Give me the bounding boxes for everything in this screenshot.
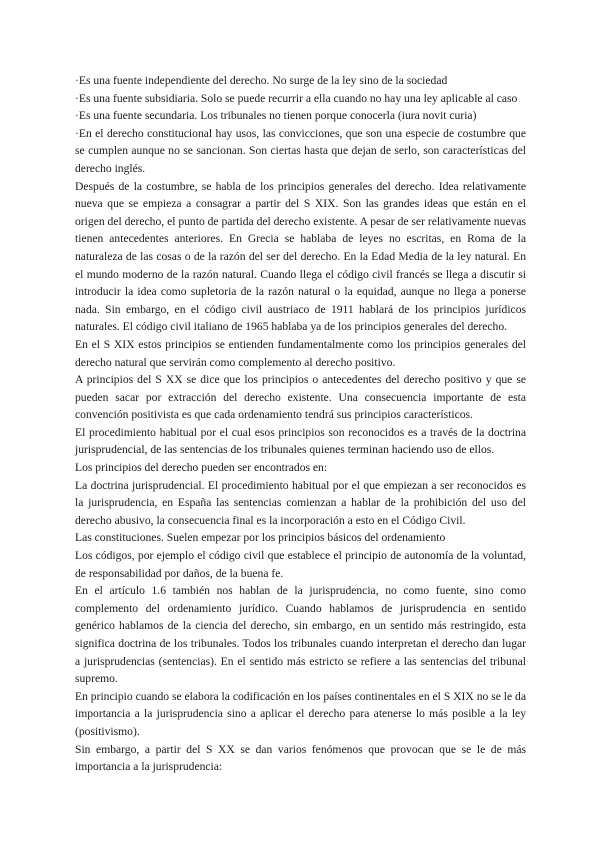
body-paragraph-encontrados: Los principios del derecho pueden ser encontrados en: xyxy=(75,461,328,475)
bullet-paragraph-4: ·En el derecho constitucional hay usos, las convicciones, que son una especie de costumbre que se cumplen aunque no se sancionan. Son ciertas hasta que dejan de serlo, son características del derecho inglés. xyxy=(75,126,526,175)
body-paragraph-siglo-xx: A principios del S XX se dice que los principios o antecedentes del derecho positivo y que se pueden sacar por extracción del derecho existente. Una consecuencia importante de esta convención positivista es que cada ordenamiento tendrá sus principios característicos. xyxy=(75,373,526,422)
body-paragraph-codificacion: En principio cuando se elabora la codificación en los países continentales en el S XIX no se le da importancia a la jurisprudencia sino a aplicar el derecho para atenerse lo más posible a la ley (positivismo). xyxy=(75,689,526,738)
body-paragraph-constituciones: Las constituciones. Suelen empezar por los principios básicos del ordenamiento xyxy=(75,531,446,545)
body-paragraph-principios-generales: Después de la costumbre, se habla de los principios generales del derecho. Idea relativamente nueva que se empieza a consagrar a partir del S XIX. Son las grandes ideas que están en el origen del derecho, el punto de partida del derecho existente. A pesar de ser relativamente nuevas tienen antecedentes anteriores. En Grecia se hablaba de leyes no escritas, en Roma de la naturaleza de las cosas o de la razón del ser del derecho. En la Edad Media de la ley natural. En el mundo moderno de la razón natural. Cuando llega el código civil francés se llega a discutir si introducir la idea como supletoria de la razón natural o la equidad, aunque no llega a ponerse nada. Sin embargo, en el código civil austriaco de 1911 hablará de los principios jurídicos naturales. El código civil italiano de 1965 hablaba ya de los principios generales del derecho. xyxy=(75,179,527,334)
body-paragraph-sin-embargo: Sin embargo, a partir del S XX se dan varios fenómenos que provocan que se le de más importancia a la jurisprudencia: xyxy=(75,742,526,774)
bullet-paragraph-3: ·Es una fuente secundaria. Los tribunales no tienen porque conocerla (iura novit curia) xyxy=(75,109,477,123)
bullet-paragraph-2: ·Es una fuente subsidiaria. Solo se puede recurrir a ella cuando no hay una ley aplicable al caso xyxy=(75,91,518,105)
document-body xyxy=(75,72,526,776)
body-paragraph-procedimiento: El procedimiento habitual por el cual esos principios son reconocidos es a través de la doctrina jurisprudencial, de las sentencias de los tribunales quienes terminan haciendo uso de ellos. xyxy=(75,425,526,457)
body-paragraph-doctrina: La doctrina jurisprudencial. El procedimiento habitual por el que empiezan a ser reconocidos es la jurisprudencia, en España las sentencias comienzan a hablar de la prohibición del uso del derecho abusivo, la consecuencia final es la incorporación a esto en el Código Civil. xyxy=(75,478,526,527)
bullet-paragraph-1: ·Es una fuente independiente del derecho. No surge de la ley sino de la sociedad xyxy=(75,74,448,87)
body-paragraph-articulo: En el artículo 1.6 también nos hablan de la jurisprudencia, no como fuente, sino como complemento del ordenamiento jurídico. Cuando hablamos de jurisprudencia en sentido genérico hablamos de la ciencia del derecho, sin embargo, en un sentido más restringido, esta significa doctrina de los tribunales. Todos los tribunales cuando interpretan el derecho dan lugar a jurisprudencias (sentencias). En el sentido más estricto se refiere a las sentencias del tribunal supremo. xyxy=(75,584,526,686)
body-paragraph-siglo-xix: En el S XIX estos principios se entienden fundamentalmente como los principios generales del derecho natural que servirán como complemento al derecho positivo. xyxy=(75,337,526,369)
body-paragraph-codigos: Los códigos, por ejemplo el código civil que establece el principio de autonomía de la voluntad, de responsabilidad por daños, de la buena fe. xyxy=(75,549,526,580)
